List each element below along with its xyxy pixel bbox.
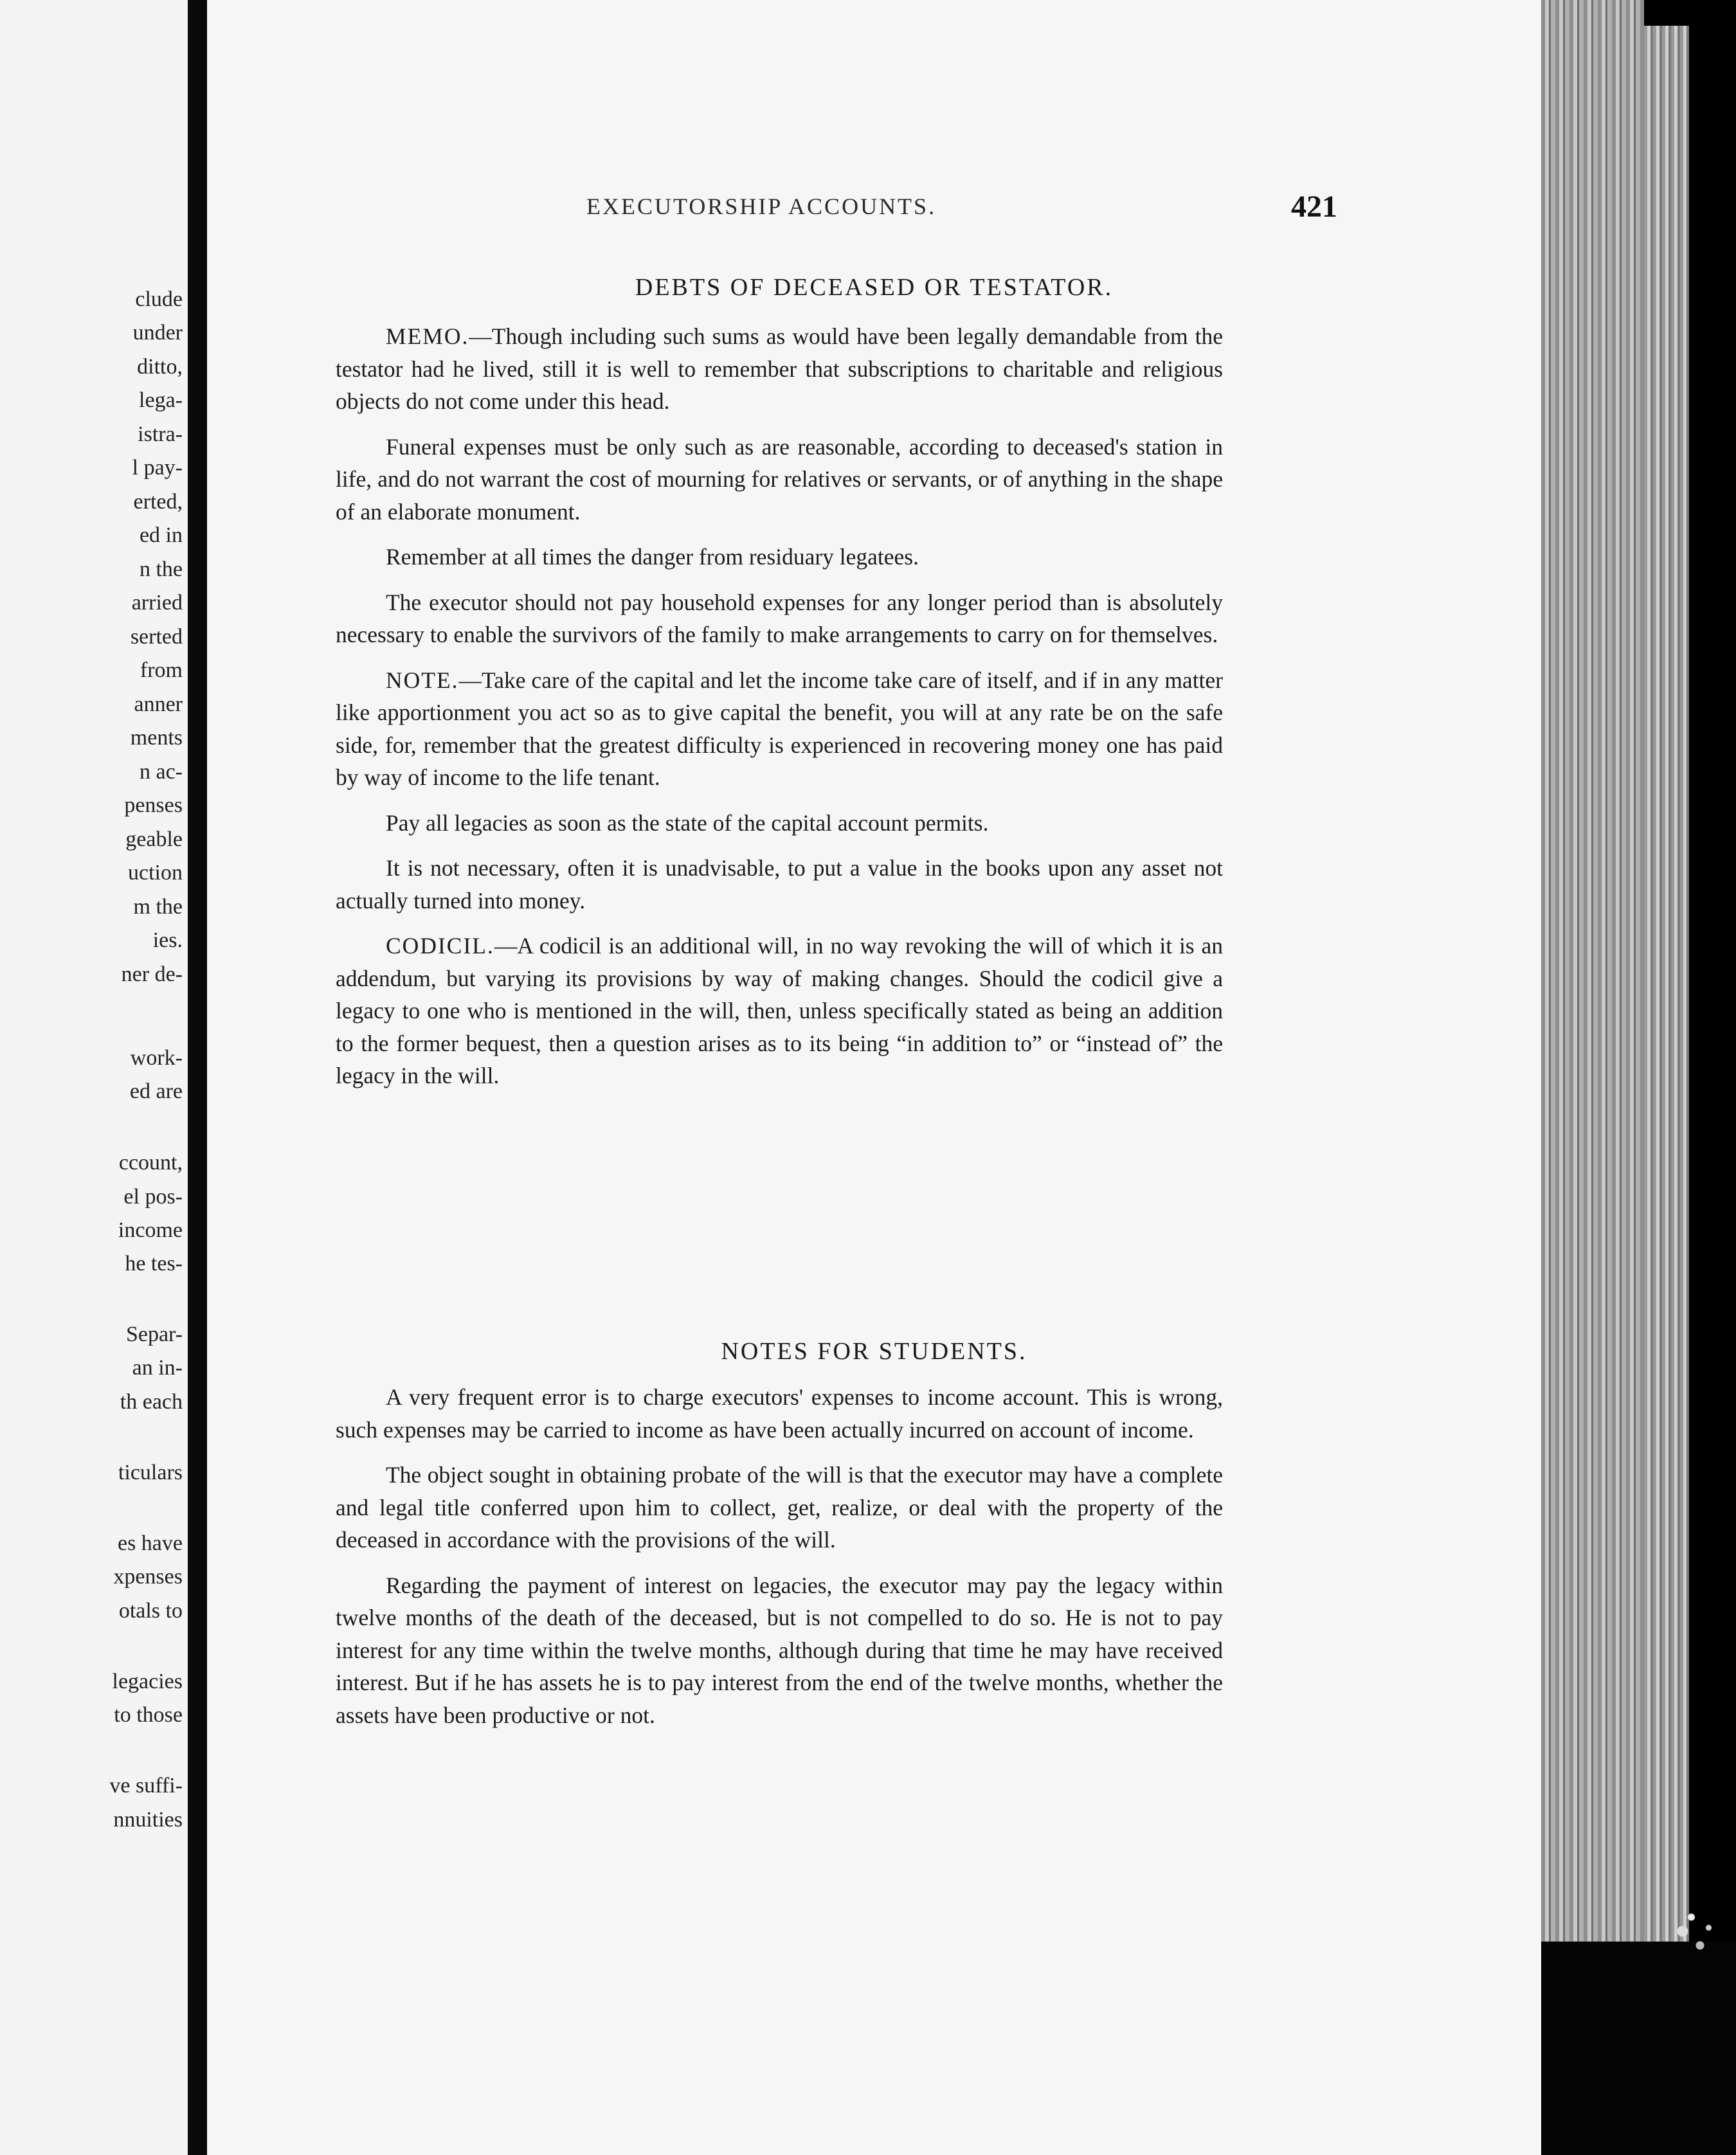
page-edge-stripes: [1541, 0, 1644, 1942]
paragraph: [336, 1459, 1223, 1556]
paragraph-text: The object sought in obtaining probate of the will is that the executor may have a complete and legal title conferred upon him to collect, get, realize, or deal with the property of the deceased in accordance with the provisions of the will.: [336, 1462, 1223, 1553]
paragraph: [336, 431, 1223, 528]
left-page-fragment: l pay-: [132, 456, 183, 480]
paragraph: [336, 541, 1223, 573]
page-number: 421: [1291, 190, 1337, 224]
left-page-fragment: ticulars: [118, 1461, 183, 1484]
paragraph-text: —A codicil is an additional will, in no way revoking the will of which it is an addendum, but varying its provisions by way of making changes. Should the codicil give a legacy to one who is mentioned in the will, then, unless specifically stated as being an addition to the former bequest, then a question arises as to its being “in addition to” or “instead of” the legacy in the will.: [336, 933, 1223, 1088]
paragraph-text: Remember at all times the danger from residuary legatees.: [386, 544, 919, 570]
page-edges: [1541, 0, 1736, 2155]
left-page-fragment: serted: [130, 625, 183, 649]
section-heading-debts: DEBTS OF DECEASED OR TESTATOR.: [635, 274, 1114, 301]
paragraph-lead: NOTE.: [386, 667, 459, 693]
left-page-fragment: ed in: [139, 523, 183, 547]
left-page-fragment: ccount,: [118, 1151, 183, 1175]
left-page-fragment: nnuities: [113, 1808, 183, 1832]
left-page-fragment: legacies: [112, 1670, 183, 1693]
paragraph: [336, 1381, 1223, 1446]
left-page-fragment: income: [118, 1218, 183, 1242]
left-page-fragment: erted,: [133, 490, 183, 514]
left-facing-page: [0, 0, 188, 2155]
section-heading-notes: NOTES FOR STUDENTS.: [721, 1338, 1027, 1365]
left-page-fragment: es have: [117, 1531, 183, 1555]
paragraph-text: Funeral expenses must be only such as are reasonable, according to deceased's station in life, and do not warrant the cost of mourning for relatives or servants, or of anything in the shape of an elaborate monument.: [336, 433, 1223, 525]
paragraph: [336, 852, 1223, 917]
paragraph: [336, 807, 1223, 840]
scan-speckle: [1665, 1903, 1723, 1974]
paragraph-lead: CODICIL.: [386, 933, 494, 959]
left-page-fragment: el pos-: [123, 1185, 183, 1209]
paragraph-text: A very frequent error is to charge executors' expenses to income account. This is wrong, such expenses may be carried to income as have been actually incurred on account of income.: [336, 1384, 1223, 1443]
running-head: EXECUTORSHIP ACCOUNTS.: [586, 194, 937, 219]
left-page-fragment: ies.: [152, 928, 183, 952]
left-page-fragment: from: [140, 658, 183, 682]
left-page-fragment: ditto,: [137, 355, 183, 379]
paragraph-text: The executor should not pay household expenses for any longer period than is absolutely necessary to enable the survivors of the family to make arrangements to carry on for themselves.: [336, 589, 1223, 647]
left-page-fragment: lega-: [139, 388, 183, 412]
left-page-fragment: istra-: [138, 422, 183, 446]
paragraph-text: Regarding the payment of interest on legacies, the executor may pay the legacy within twelve months of the death of the deceased, but is not compelled to do so. He is not to pay interest for any time within the twelve months, although during that time he may have received interest. But if he has assets he is to pay interest from the end of the twelve months, whether the assets have been productive or not.: [336, 1572, 1223, 1728]
paragraph: [336, 664, 1223, 794]
left-page-fragment: ments: [130, 726, 183, 750]
paragraph: [336, 1569, 1223, 1732]
left-page-fragment: uction: [128, 861, 183, 885]
left-page-fragment: ner de-: [121, 962, 183, 986]
left-page-fragment: ed are: [129, 1079, 183, 1103]
left-page-fragment: n the: [139, 557, 183, 581]
book-gutter: [188, 0, 207, 2155]
paragraph-text: —Though including such sums as would have been legally demandable from the testator had he lived, still it is well to remember that subscriptions to charitable and religious objects do not come under this head.: [336, 323, 1223, 414]
section-body-notes: [336, 1381, 1223, 1744]
left-page-fragment: to those: [114, 1703, 183, 1727]
left-page-fragment: anner: [134, 692, 183, 716]
paragraph-text: It is not necessary, often it is unadvisable, to put a value in the books upon any asset not actually turned into money.: [336, 855, 1223, 914]
left-page-fragment: otals to: [118, 1599, 183, 1623]
paragraph-text: —Take care of the capital and let the income take care of itself, and if in any matter like apportionment you act so as to give capital the benefit, you will at any rate be on the safe side, for, remember that the greatest difficulty is experienced in recovering money one has paid by way of income to the life tenant.: [336, 667, 1223, 790]
left-page-fragment: m the: [133, 895, 183, 919]
left-page-fragment: xpenses: [113, 1565, 183, 1589]
left-page-fragment: Separ-: [125, 1322, 183, 1346]
paragraph-lead: MEMO.: [386, 323, 469, 349]
paragraph-text: Pay all legacies as soon as the state of the capital account permits.: [386, 809, 989, 836]
left-page-fragment: th each: [120, 1390, 183, 1414]
page-edge-stripes-inner: [1644, 26, 1689, 1942]
left-page-fragment: geable: [125, 827, 183, 851]
paragraph: [336, 586, 1223, 651]
left-page-fragment: an in-: [132, 1356, 183, 1380]
left-page-fragment: penses: [124, 793, 183, 817]
paragraph: [336, 320, 1223, 418]
left-page-fragment: work-: [130, 1046, 183, 1070]
left-page-fragment: ve suffi-: [109, 1774, 183, 1798]
left-page-fragment: clude: [135, 287, 183, 311]
left-page-fragment: n ac-: [139, 760, 183, 784]
section-body-debts: [336, 320, 1223, 1105]
paragraph: [336, 930, 1223, 1092]
left-page-fragment: under: [132, 321, 183, 345]
left-page-fragment: he tes-: [125, 1252, 183, 1276]
left-page-fragment: arried: [131, 591, 183, 615]
